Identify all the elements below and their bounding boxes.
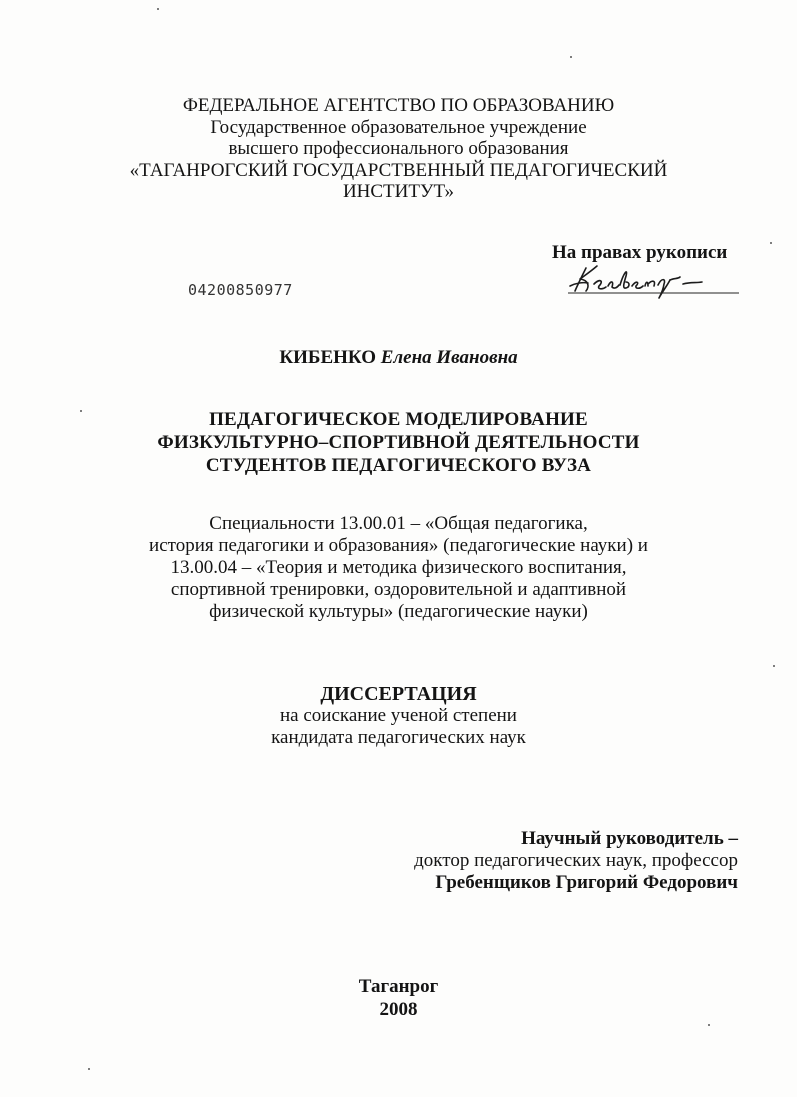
degree-line-1: на соискание ученой степени bbox=[280, 705, 517, 726]
year: 2008 bbox=[379, 999, 418, 1020]
title-line-1: ПЕДАГОГИЧЕСКОЕ МОДЕЛИРОВАНИЕ bbox=[209, 409, 588, 430]
institution-header bbox=[0, 95, 797, 203]
dissertation-type-block bbox=[0, 683, 797, 749]
title-line-3: СТУДЕНТОВ ПЕДАГОГИЧЕСКОГО ВУЗА bbox=[205, 455, 592, 476]
manuscript-note: На правах рукописи bbox=[552, 242, 728, 263]
agency-name: ФЕДЕРАЛЬНОЕ АГЕНТСТВО ПО ОБРАЗОВАНИЮ bbox=[182, 95, 615, 116]
supervisor-label: Научный руководитель – bbox=[521, 828, 738, 849]
institution-name-line-1: «ТАГАНРОГСКИЙ ГОСУДАРСТВЕННЫЙ ПЕДАГОГИЧЕСКИЙ bbox=[129, 159, 668, 181]
supervisor-degree: доктор педагогических наук, профессор bbox=[414, 850, 738, 871]
specialties-block bbox=[0, 513, 797, 623]
specialties-line-1: Специальности 13.00.01 – «Общая педагогика, bbox=[209, 513, 588, 534]
specialties-line-5: физической культуры» (педагогические науки) bbox=[209, 601, 588, 622]
handwritten-signature bbox=[566, 262, 741, 300]
specialties-line-2: история педагогики и образования» (педагогические науки) и bbox=[149, 535, 648, 556]
specialties-line-3: 13.00.04 – «Теория и методика физического воспитания, bbox=[170, 557, 627, 578]
institution-name-line-2: ИНСТИТУТ» bbox=[342, 181, 455, 202]
specialties-line-4: спортивной тренировки, оздоровительной и адаптивной bbox=[170, 579, 627, 600]
city: Таганрог bbox=[358, 976, 439, 997]
institution-type-line-2: высшего профессионального образования bbox=[228, 138, 569, 159]
place-and-year bbox=[0, 975, 797, 1021]
author-surname: КИБЕНКО bbox=[279, 347, 376, 368]
title-line-2: ФИЗКУЛЬТУРНО–СПОРТИВНОЙ ДЕЯТЕЛЬНОСТИ bbox=[157, 432, 640, 453]
supervisor-name: Гребенщиков Григорий Федорович bbox=[435, 872, 738, 893]
scan-speck bbox=[80, 410, 82, 412]
scan-speck bbox=[708, 1024, 710, 1026]
degree-line-2: кандидата педагогических наук bbox=[271, 727, 526, 748]
scan-speck bbox=[157, 8, 159, 10]
supervisor-block bbox=[414, 828, 738, 894]
scan-speck bbox=[773, 665, 775, 667]
author-given-names: Елена Ивановна bbox=[380, 347, 518, 368]
dissertation-title bbox=[0, 408, 797, 477]
scan-speck bbox=[770, 242, 772, 244]
scan-speck bbox=[88, 1068, 90, 1070]
catalog-number: 04200850977 bbox=[188, 281, 293, 299]
author-name bbox=[0, 347, 797, 369]
scan-speck bbox=[570, 56, 572, 58]
institution-type-line-1: Государственное образовательное учреждение bbox=[210, 116, 587, 138]
dissertation-heading: ДИССЕРТАЦИЯ bbox=[320, 683, 477, 705]
